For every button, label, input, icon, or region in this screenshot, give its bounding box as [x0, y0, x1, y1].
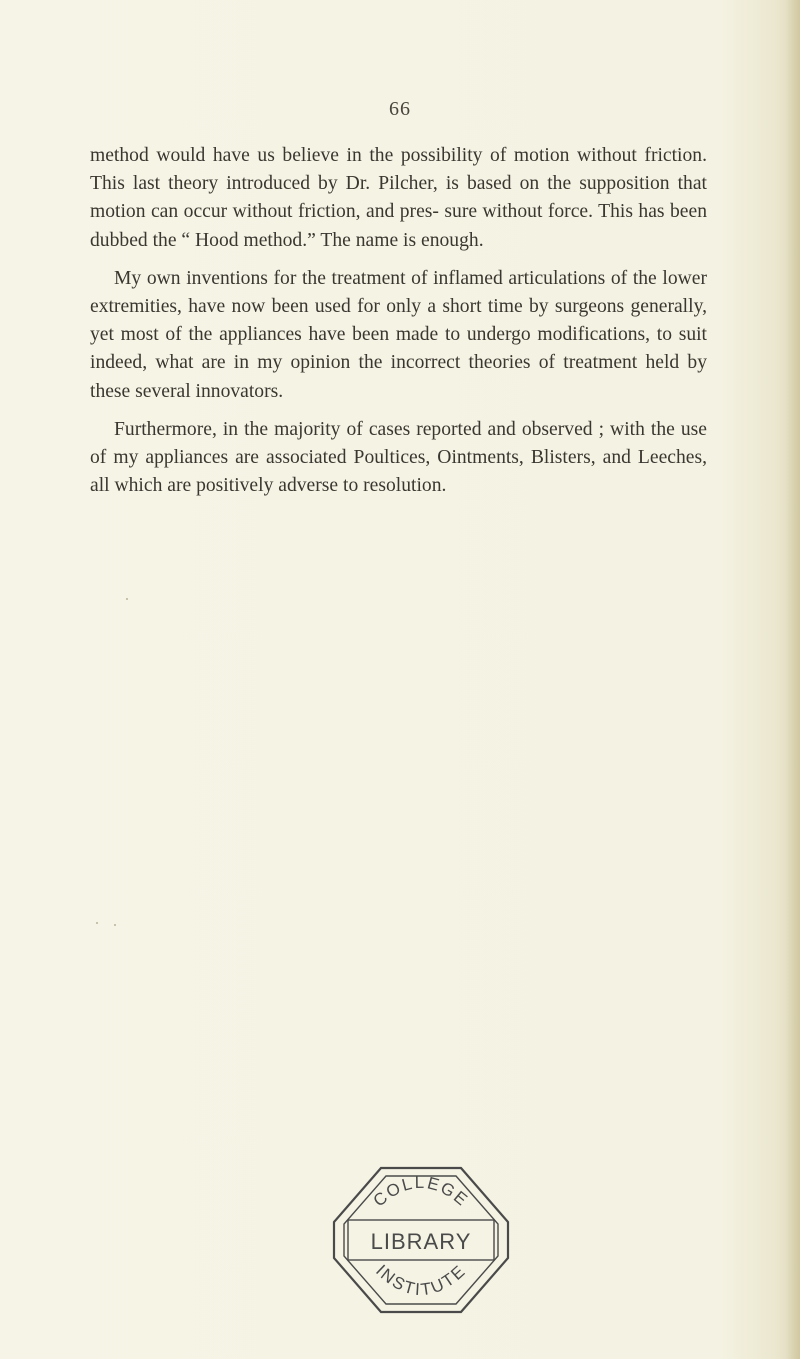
paragraph-1: method would have us believe in the possibility of motion without friction. This last theory introduced by Dr. Pilcher, is based on the supposition that motion can occur without friction, and pres- sure without force. This has been dubbed the “ Hood method.” The name is enough. [90, 145, 707, 251]
stamp-top-text: COLLEGE [369, 1172, 473, 1211]
paper-speck [114, 924, 116, 926]
library-stamp [326, 1160, 516, 1320]
paper-speck [96, 922, 98, 924]
stamp-bottom-text: INSTITUTE [372, 1260, 470, 1300]
paragraph-3: Furthermore, in the majority of cases reported and observed ; with the use of my appliances are associated Poultices, Ointments, Blisters, and Leeches, all which are positively adverse to resolution. [90, 418, 707, 497]
page-number: 66 [389, 98, 411, 120]
paragraph-2: My own inventions for the treatment of inflamed articulations of the lower extremities, have now been used for only a short time by surgeons generally, yet most of the appliances have been made to undergo modifications, to suit indeed, what are in my opinion the incorrect theories of treatment held by these several innovators. [90, 267, 707, 402]
page-body [90, 142, 707, 510]
paper-speck [126, 598, 128, 600]
page-edge-shadow [786, 0, 800, 1359]
stamp-center-text: LIBRARY [370, 1229, 472, 1254]
